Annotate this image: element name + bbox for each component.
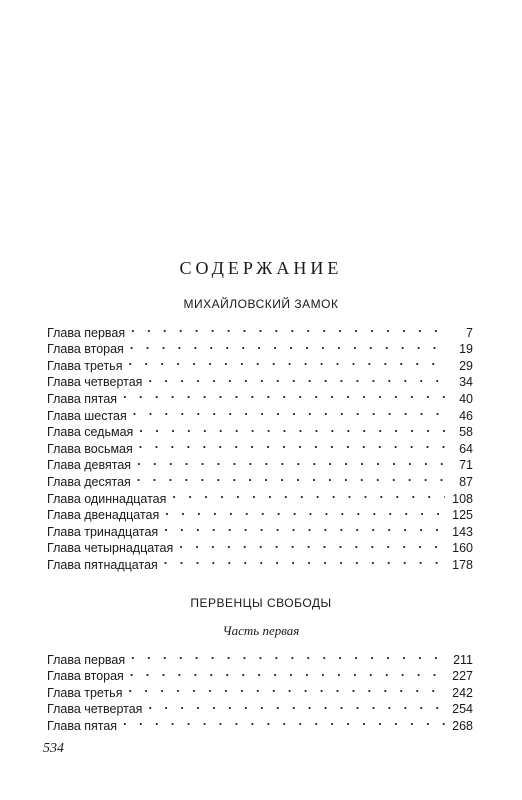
dot-leader: [179, 536, 445, 553]
toc-entry[interactable]: [47, 469, 473, 489]
dot-leader: [164, 552, 445, 569]
dot-leader: [123, 386, 445, 403]
dot-leader: [131, 320, 445, 337]
toc-entry[interactable]: [47, 647, 473, 667]
toc-entry-page: 268: [445, 718, 473, 735]
dot-leader: [139, 420, 445, 437]
toc-list-mikhailovsky-castle: [47, 320, 473, 572]
toc-entry-label: Глава третья: [47, 358, 128, 375]
toc-entry[interactable]: [47, 337, 473, 357]
toc-entry-label: Глава одиннадцатая: [47, 491, 172, 508]
dot-leader: [137, 469, 445, 486]
dot-leader: [139, 436, 445, 453]
section-heading-mikhailovsky-castle: МИХАЙЛОВСКИЙ ЗАМОК: [183, 297, 339, 311]
toc-entry[interactable]: [47, 320, 473, 340]
toc-entry-label: Глава пятая: [47, 391, 123, 408]
part-title: Часть первая: [222, 623, 300, 638]
toc-entry-label: Глава восьмая: [47, 441, 139, 458]
toc-entry-page: 64: [445, 441, 473, 458]
toc-entry-label: Глава первая: [47, 652, 131, 669]
toc-entry[interactable]: [47, 664, 473, 684]
toc-entry-page: 178: [445, 557, 473, 574]
section-heading-firstborn-of-freedom: ПЕРВЕНЦЫ СВОБОДЫ: [190, 596, 332, 610]
dot-leader: [148, 697, 445, 714]
toc-entry-label: Глава третья: [47, 685, 128, 702]
toc-entry-page: 29: [445, 358, 473, 375]
toc-entry-page: 87: [445, 474, 473, 491]
toc-entry-page: 125: [445, 507, 473, 524]
dot-leader: [130, 337, 445, 354]
toc-entry-label: Глава десятая: [47, 474, 137, 491]
toc-entry-page: 46: [445, 408, 473, 425]
dot-leader: [137, 453, 445, 470]
toc-entry-label: Глава вторая: [47, 668, 130, 685]
toc-entry[interactable]: [47, 519, 473, 539]
dot-leader: [128, 680, 445, 697]
toc-entry-page: 71: [445, 457, 473, 474]
toc-entry-page: 143: [445, 524, 473, 541]
toc-entry[interactable]: [47, 486, 473, 506]
toc-entry[interactable]: [47, 536, 473, 556]
dot-leader: [148, 370, 445, 387]
toc-entry[interactable]: [47, 370, 473, 390]
toc-entry-page: 254: [445, 701, 473, 718]
toc-entry-label: Глава седьмая: [47, 424, 139, 441]
toc-entry-label: Глава четвертая: [47, 374, 148, 391]
toc-entry-page: 34: [445, 374, 473, 391]
page-number: 534: [43, 741, 64, 756]
dot-leader: [130, 664, 445, 681]
toc-list-firstborn-of-freedom: [47, 647, 473, 733]
toc-entry[interactable]: [47, 403, 473, 423]
toc-entry[interactable]: [47, 436, 473, 456]
toc-entry-label: Глава двенадцатая: [47, 507, 165, 524]
toc-entry-page: 7: [445, 325, 473, 342]
toc-entry[interactable]: [47, 353, 473, 373]
toc-entry[interactable]: [47, 552, 473, 572]
toc-entry-page: 108: [445, 491, 473, 508]
dot-leader: [131, 647, 445, 664]
toc-entry[interactable]: [47, 680, 473, 700]
toc-entry-label: Глава девятая: [47, 457, 137, 474]
toc-entry-label: Глава первая: [47, 325, 131, 342]
toc-entry[interactable]: [47, 697, 473, 717]
toc-entry-label: Глава вторая: [47, 341, 130, 358]
dot-leader: [128, 353, 445, 370]
toc-entry-label: Глава четырнадцатая: [47, 540, 179, 557]
dot-leader: [123, 713, 445, 730]
dot-leader: [172, 486, 445, 503]
dot-leader: [165, 503, 445, 520]
toc-entry-label: Глава шестая: [47, 408, 133, 425]
toc-entry-label: Глава пятнадцатая: [47, 557, 164, 574]
toc-entry-page: 242: [445, 685, 473, 702]
toc-entry[interactable]: [47, 713, 473, 733]
toc-entry-page: 40: [445, 391, 473, 408]
dot-leader: [164, 519, 445, 536]
toc-entry-label: Глава тринадцатая: [47, 524, 164, 541]
toc-entry-label: Глава четвертая: [47, 701, 148, 718]
toc-entry-page: 227: [445, 668, 473, 685]
toc-entry-page: 58: [445, 424, 473, 441]
toc-entry[interactable]: [47, 420, 473, 440]
dot-leader: [133, 403, 445, 420]
toc-entry[interactable]: [47, 453, 473, 473]
contents-title: СОДЕРЖАНИЕ: [179, 258, 343, 278]
toc-entry[interactable]: [47, 386, 473, 406]
toc-entry-page: 211: [445, 652, 473, 669]
toc-entry-page: 19: [445, 341, 473, 358]
toc-entry[interactable]: [47, 503, 473, 523]
toc-entry-page: 160: [445, 540, 473, 557]
toc-entry-label: Глава пятая: [47, 718, 123, 735]
